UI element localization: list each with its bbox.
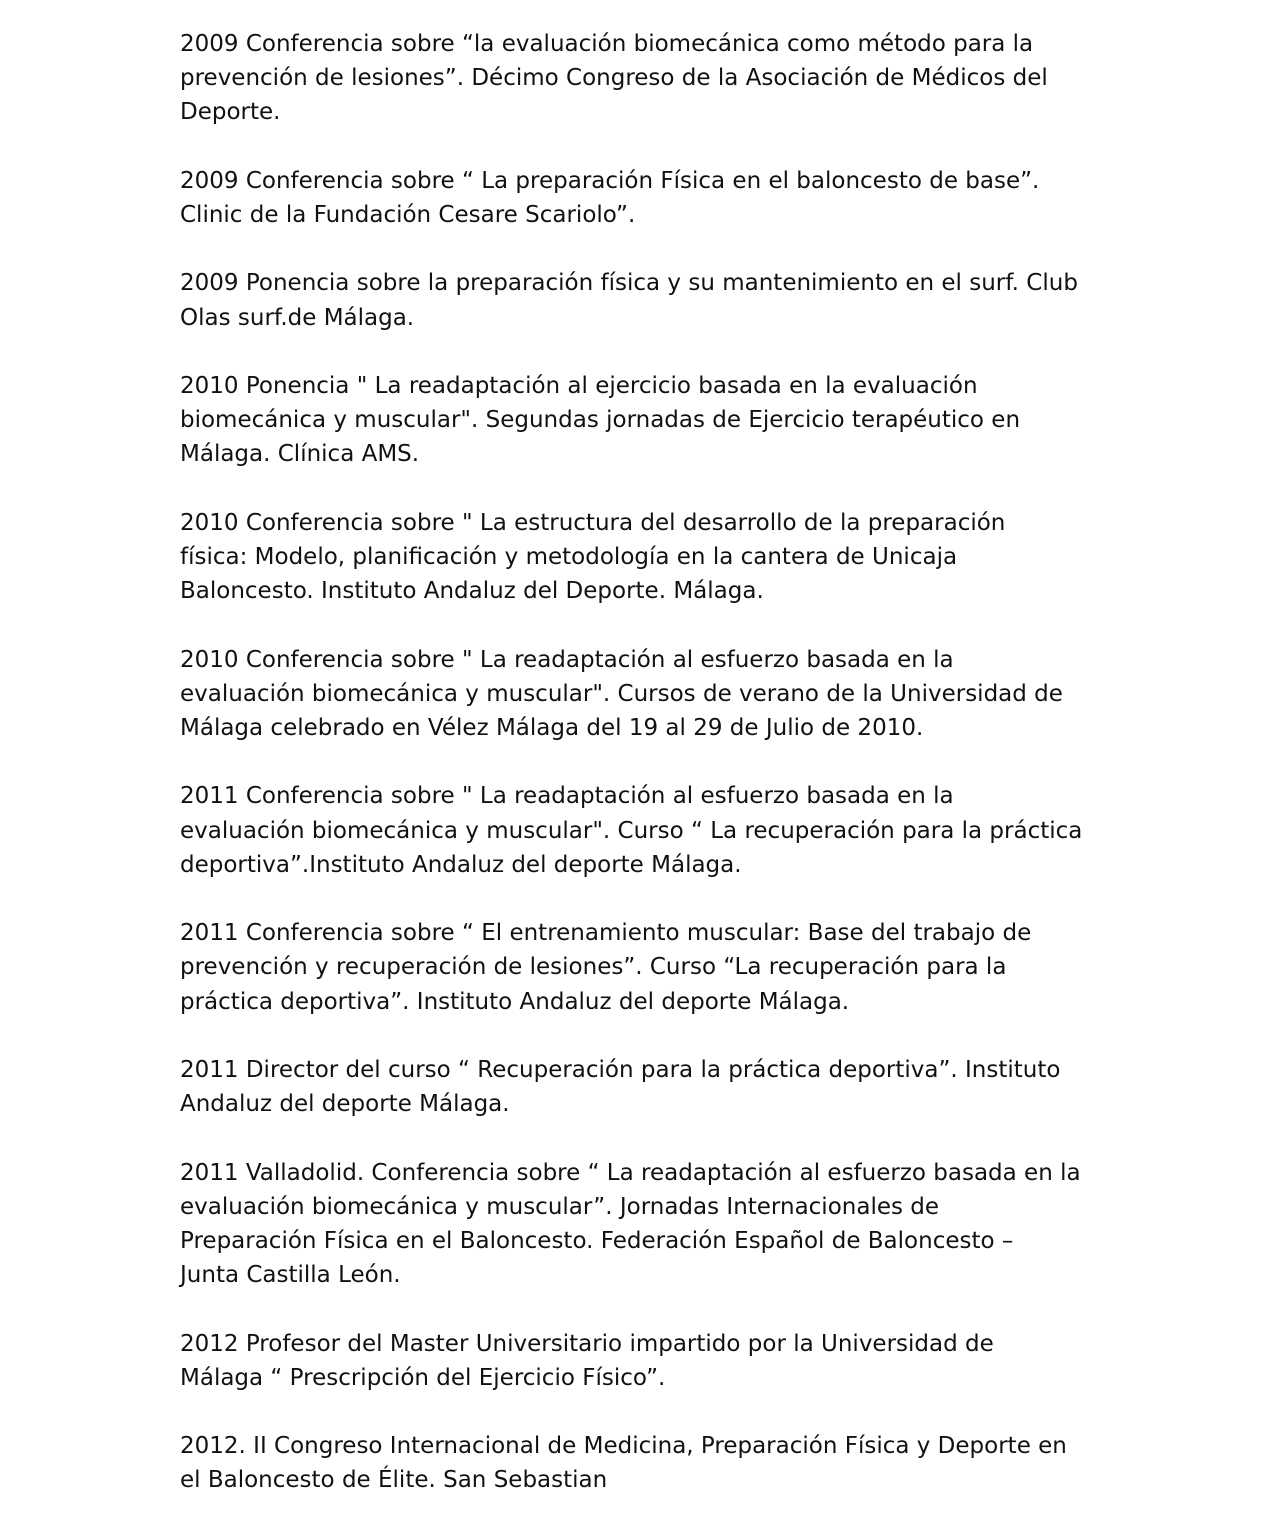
entry-line: deportiva”.Instituto Andaluz del deporte Málaga.	[180, 851, 742, 878]
document-body	[180, 27, 1100, 1532]
entry-2009-biomecanica	[180, 27, 1100, 130]
entry-line: 2010 Conferencia sobre " La readaptación al esfuerzo basada en la	[180, 646, 954, 673]
entry-2012-congreso	[180, 1429, 1100, 1497]
entry-2009-surf	[180, 266, 1100, 334]
entry-2009-baloncesto-base	[180, 164, 1100, 232]
entry-line: 2011 Valladolid. Conferencia sobre “ La readaptación al esfuerzo basada en la	[180, 1159, 1081, 1186]
entry-line: el Baloncesto de Élite. San Sebastian	[180, 1467, 608, 1494]
entry-line: prevención de lesiones”. Décimo Congreso de la Asociación de Médicos del	[180, 65, 1048, 92]
entry-2011-readaptacion-esfuerzo	[180, 779, 1100, 882]
entry-line: biomecánica y muscular". Segundas jornadas de Ejercicio terapéutico en	[180, 407, 1021, 434]
entry-line: física: Modelo, planificación y metodología en la cantera de Unicaja	[180, 543, 958, 570]
entry-2010-readaptacion-ejercicio	[180, 369, 1100, 472]
entry-line: Junta Castilla León.	[180, 1262, 401, 1289]
entry-line: prevención y recuperación de lesiones”. Curso “La recuperación para la	[180, 954, 1007, 981]
entry-line: Andaluz del deporte Málaga.	[180, 1091, 510, 1118]
entry-line: 2009 Ponencia sobre la preparación física y su mantenimiento en el surf. Club	[180, 270, 1078, 297]
entry-2012-master	[180, 1327, 1100, 1395]
entry-line: práctica deportiva”. Instituto Andaluz del deporte Málaga.	[180, 988, 850, 1015]
entry-2011-director-curso	[180, 1053, 1100, 1121]
entry-line: 2010 Conferencia sobre " La estructura del desarrollo de la preparación	[180, 509, 1006, 536]
entry-line: Málaga “ Prescripción del Ejercicio Físico”.	[180, 1364, 666, 1391]
entry-line: Olas surf.de Málaga.	[180, 304, 415, 331]
entry-line: Clinic de la Fundación Cesare Scariolo”.	[180, 202, 636, 228]
entry-line: Baloncesto. Instituto Andaluz del Deporte. Málaga.	[180, 578, 764, 605]
entry-line: Málaga celebrado en Vélez Málaga del 19 al 29 de Julio de 2010.	[180, 714, 924, 741]
entry-2010-estructura-preparacion	[180, 506, 1100, 609]
entry-2011-valladolid	[180, 1156, 1100, 1293]
entry-line: 2010 Ponencia " La readaptación al ejercicio basada en la evaluación	[180, 372, 978, 399]
entry-2011-entrenamiento-muscular	[180, 916, 1100, 1019]
entry-line: 2011 Conferencia sobre “ El entrenamiento muscular: Base del trabajo de	[180, 920, 1032, 947]
entry-line: evaluación biomecánica y muscular". Cursos de verano de la Universidad de	[180, 680, 1063, 707]
entry-line: evaluación biomecánica y muscular”. Jornadas Internacionales de	[180, 1193, 940, 1220]
entry-2010-cursos-verano	[180, 643, 1100, 746]
entry-line: 2009 Conferencia sobre “ La preparación Física en el baloncesto de base”.	[180, 167, 1040, 194]
entry-line: Málaga. Clínica AMS.	[180, 441, 420, 468]
entry-line: Preparación Física en el Baloncesto. Federación Español de Baloncesto –	[180, 1227, 1014, 1254]
entry-line: 2011 Conferencia sobre " La readaptación al esfuerzo basada en la	[180, 783, 954, 810]
entry-line: 2012. II Congreso Internacional de Medicina, Preparación Física y Deporte en	[180, 1433, 1067, 1460]
entry-line: 2009 Conferencia sobre “la evaluación biomecánica como método para la	[180, 31, 1034, 57]
entry-line: Deporte.	[180, 99, 281, 126]
entry-line: 2012 Profesor del Master Universitario impartido por la Universidad de	[180, 1330, 994, 1357]
entry-line: 2011 Director del curso “ Recuperación para la práctica deportiva”. Instituto	[180, 1056, 1061, 1083]
entry-line: evaluación biomecánica y muscular". Curso “ La recuperación para la práctica	[180, 817, 1083, 844]
